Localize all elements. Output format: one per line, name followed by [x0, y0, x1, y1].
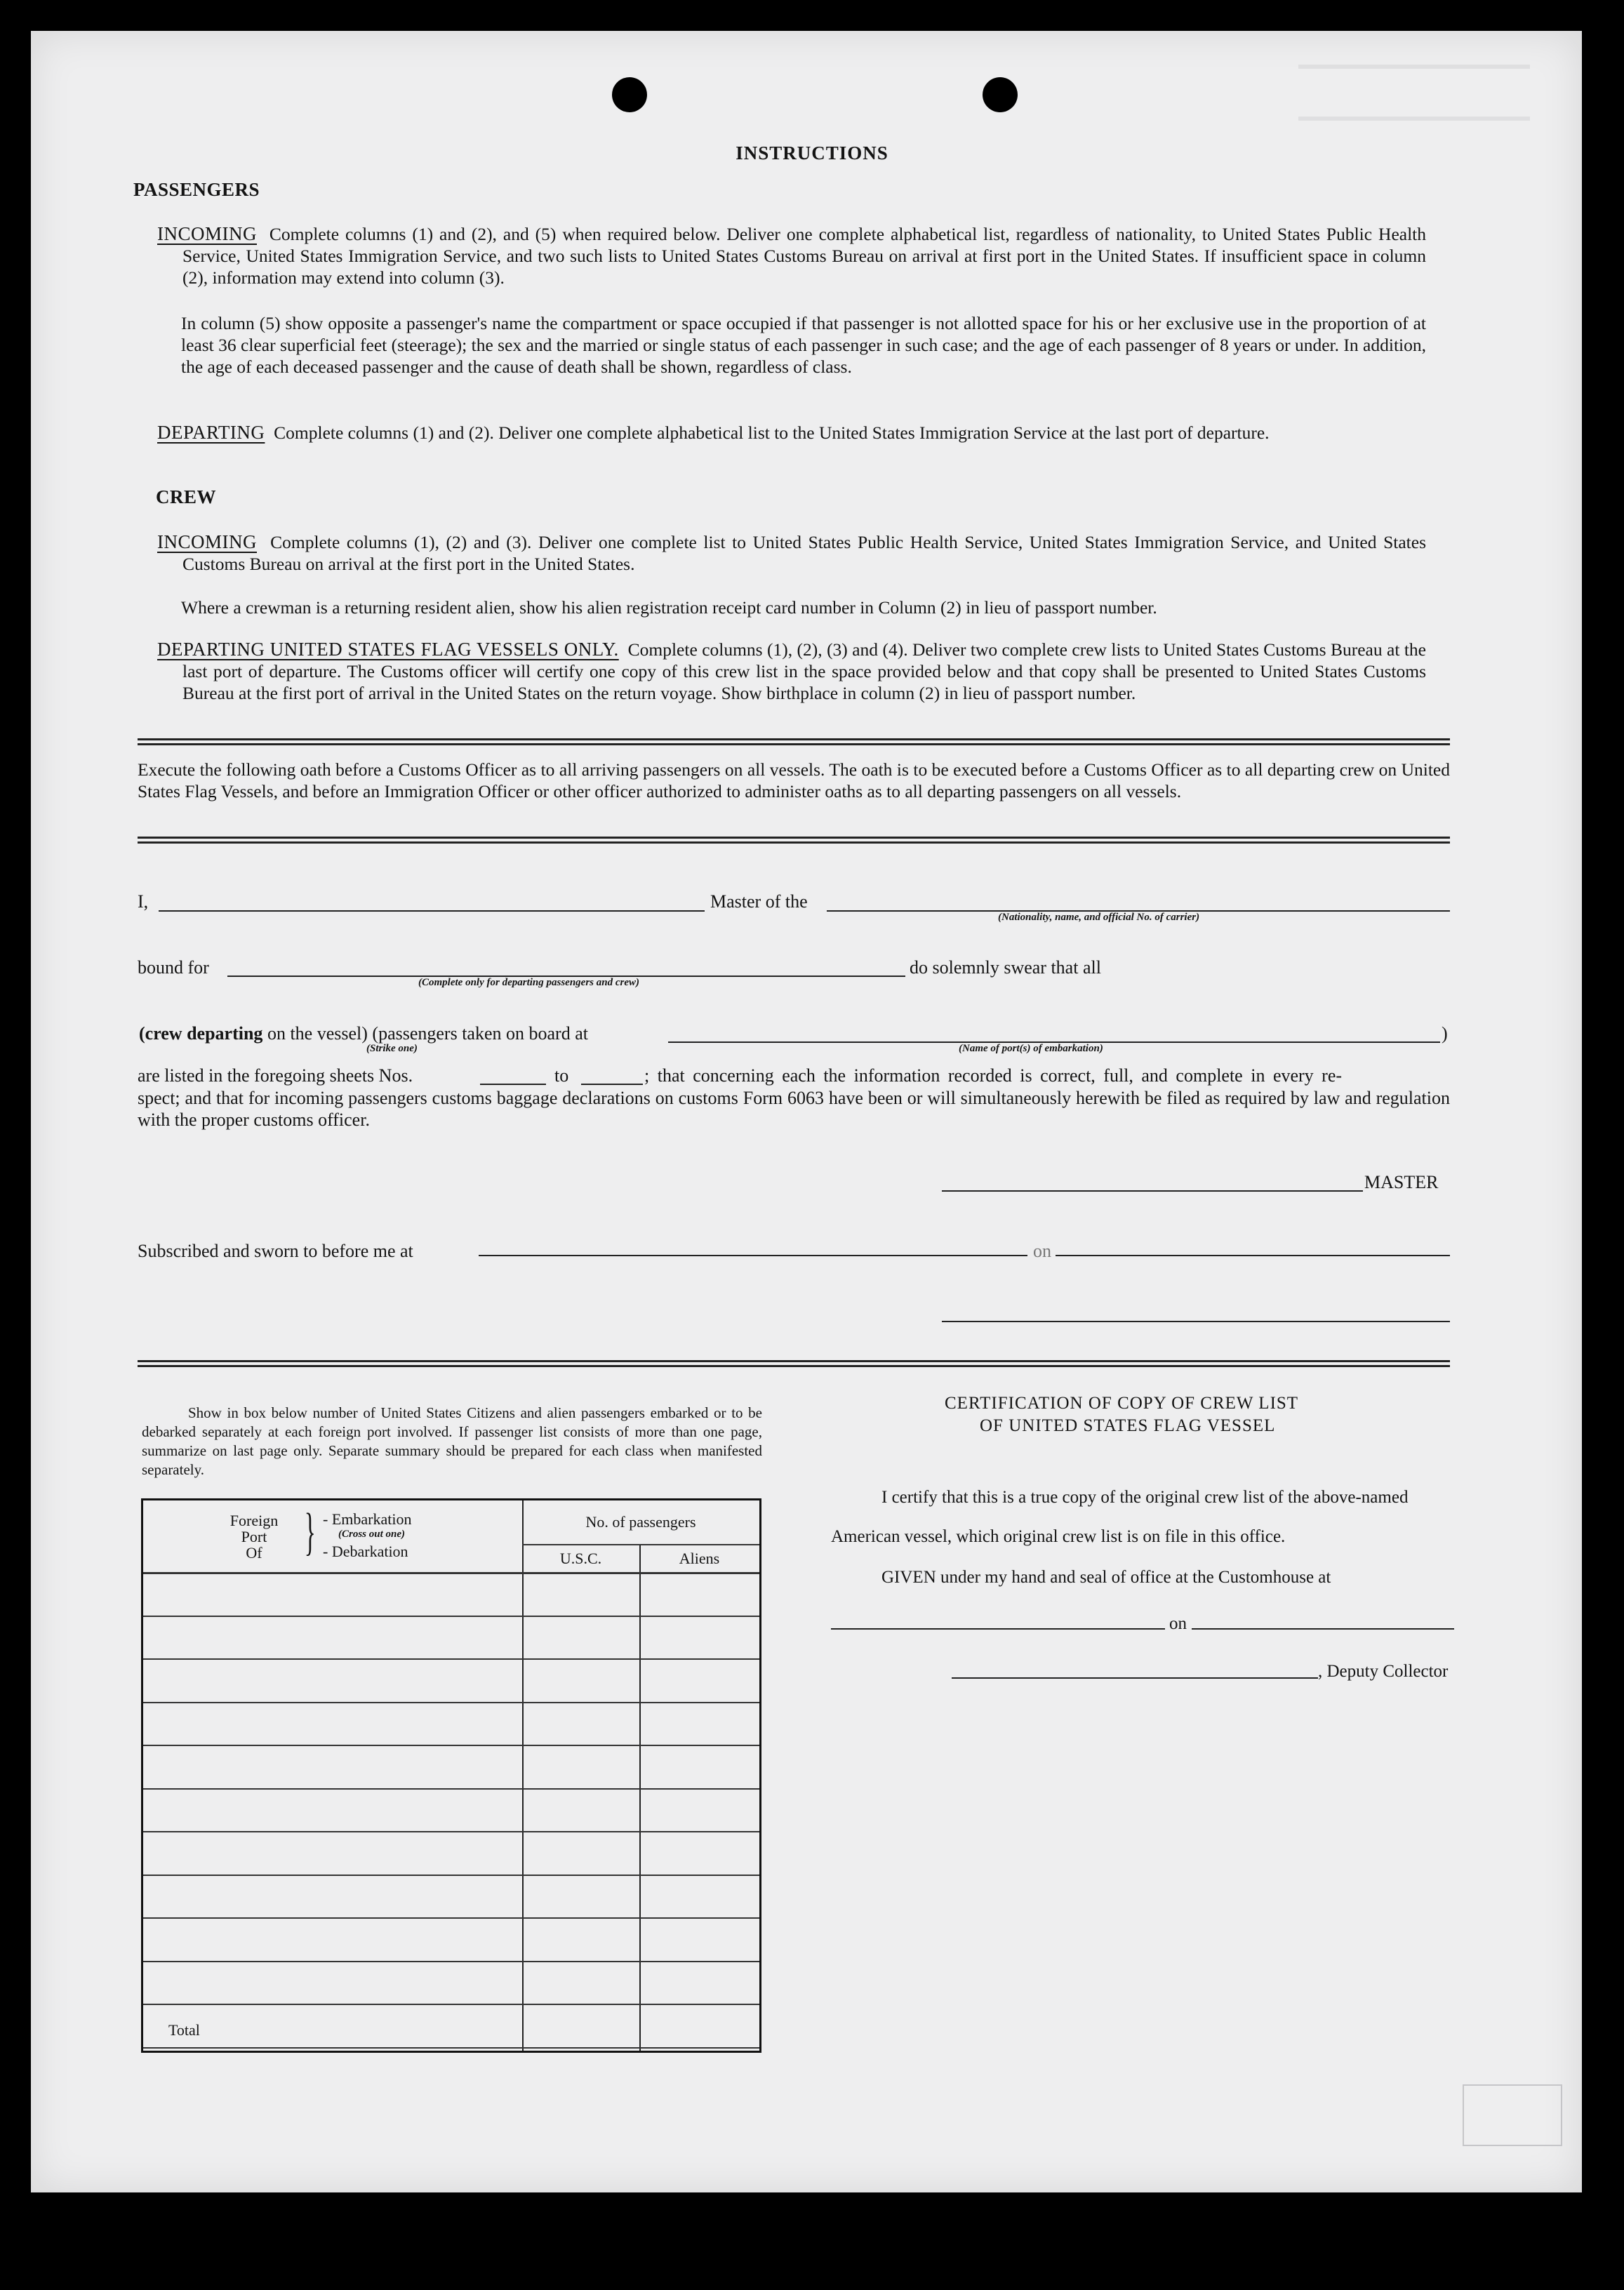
brace-icon: } — [304, 1503, 316, 1561]
ports-caption: (Name of port(s) of embarkation) — [959, 1043, 1103, 1054]
customhouse-place-field[interactable] — [831, 1628, 1165, 1630]
crew-heading: CREW — [156, 486, 217, 507]
cross-out-label: (Cross out one) — [338, 1529, 406, 1540]
table-col-divider-1 — [522, 1500, 524, 2051]
table-row-line — [143, 1831, 759, 1832]
passenger-summary-table — [141, 1498, 761, 2053]
page-title: INSTRUCTIONS — [736, 142, 888, 164]
table-row-line — [143, 1616, 759, 1617]
master-of-the-label: Master of the — [710, 891, 808, 912]
table-row-line — [143, 1745, 759, 1746]
punch-hole-left — [612, 77, 647, 112]
crew-incoming-label: INCOMING — [157, 531, 257, 552]
listed-sheets-text: are listed in the foregoing sheets Nos. — [138, 1065, 413, 1086]
table-row-line — [143, 1875, 759, 1876]
section-divider-bottom — [138, 1360, 1450, 1367]
oath-instruction: Execute the following oath before a Customs Officer as to all arriving passengers on all vessels. The oath is to be executed before a Customs Officer as to all departing crew on United States Flag Vessels, and before an Immigration Officer or other officer authorized to administer oaths as to all departing passengers on all vessels. — [138, 759, 1450, 801]
table-row-line — [143, 1961, 759, 1962]
close-paren: ) — [1442, 1023, 1448, 1044]
embarkation-label: - Embarkation — [323, 1510, 412, 1528]
listed-rest: spect; and that for incoming passengers customs baggage declarations on customs Form 6063 have been or will simultaneously herewith be filed as required by law and regulation with the proper customs officer. — [138, 1088, 1450, 1130]
certification-title-line2: OF UNITED STATES FLAG VESSEL — [980, 1416, 1276, 1435]
bound-for-caption: (Complete only for departing passengers and crew) — [418, 977, 639, 988]
table-row-line — [143, 2004, 759, 2005]
master-signature-field[interactable] — [942, 1190, 1363, 1192]
crew-incoming-text: Complete columns (1), (2) and (3). Deliver one complete list to United States Public Health Service, United States Immigration Service, and United States Customs Bureau on arrival at the first port in the United States. — [182, 532, 1426, 574]
passengers-departing-text: Complete columns (1) and (2). Deliver one complete alphabetical list to the United States Immigration Service at the last port of departure. — [274, 422, 1270, 443]
officer-signature-field[interactable] — [942, 1321, 1450, 1322]
section-divider-oath — [138, 837, 1450, 844]
table-row-line — [143, 1702, 759, 1703]
carrier-caption: (Nationality, name, and official No. of carrier) — [998, 912, 1200, 923]
deputy-collector-label: , Deputy Collector — [1318, 1662, 1449, 1681]
summary-instruction: Show in box below number of United States Citizens and alien passengers embarked or to be debarked separately at each foreign port involved. If passenger list consists of more than one page, summarize on last page only. Separate summary should be prepared for each class when manifested separately. — [142, 1404, 762, 1478]
sheet-from-field[interactable] — [480, 1084, 546, 1085]
swear-label: do solemnly swear that all — [910, 957, 1101, 978]
crew-incoming-instruction — [157, 531, 1426, 575]
crew-departing-instruction — [157, 639, 1426, 704]
bound-for-label: bound for — [138, 957, 209, 978]
table-header-bottom — [143, 1572, 759, 1574]
table-row-line — [143, 1788, 759, 1790]
passengers-departing-label: DEPARTING — [157, 422, 265, 443]
of-label: Of — [246, 1544, 262, 1562]
column5-instruction: In column (5) show opposite a passenger's name the compartment or space occupied if that passenger is not allotted space for his or her exclusive use in the proportion of at least 36 clear superficial feet (steerage); the sex and the married or single status of each passenger in such case; and the age of each passenger of 8 years or under. In addition, the age of each deceased passenger and the cause of death shall be shown, regardless of class. — [181, 313, 1426, 377]
crew-departing-text: Complete columns (1), (2), (3) and (4). Deliver two complete crew lists to United States Customs Bureau at the last port of departure. The Customs officer will certify one copy of this crew list in the space provided below and that copy shall be presented to United States Customs Bureau at the first port of arrival in the United States on the return voyage. Show birthplace in column (2) in lieu of passport number. — [182, 639, 1426, 703]
subscribed-date-field[interactable] — [1056, 1255, 1450, 1256]
master-name-field[interactable] — [159, 910, 705, 912]
crew-departing-bold: (crew departing — [139, 1023, 263, 1044]
aliens-header: Aliens — [679, 1550, 720, 1567]
on-the-vessel-text: on the vessel) — [267, 1023, 368, 1044]
listed-continuation: ; that concerning each the information recorded is correct, full, and complete in every re- — [644, 1065, 1343, 1086]
bleed-through-mark — [1298, 65, 1530, 121]
table-col-divider-2 — [639, 1544, 641, 2051]
strike-one-caption: (Strike one) — [366, 1043, 418, 1054]
crew-departing-label: DEPARTING UNITED STATES FLAG VESSELS ONLY. — [157, 639, 619, 660]
given-line: GIVEN under my hand and seal of office at the Customhouse at — [881, 1568, 1331, 1587]
table-row-line — [143, 1917, 759, 1919]
certify-line2: American vessel, which original crew list is on file in this office. — [831, 1527, 1286, 1546]
table-row-line — [143, 1658, 759, 1660]
foreign-label: Foreign — [229, 1512, 279, 1529]
subscribed-label: Subscribed and sworn to before me at — [138, 1241, 413, 1261]
usc-header: U.S.C. — [559, 1550, 602, 1567]
oath-i-label: I, — [138, 891, 149, 912]
passengers-incoming-instruction — [157, 223, 1426, 288]
passengers-heading: PASSENGERS — [133, 179, 260, 200]
table-row-line — [143, 2047, 759, 2049]
certification-on-label: on — [1169, 1614, 1187, 1633]
section-divider-top — [138, 738, 1450, 745]
certify-line1: I certify that this is a true copy of the original crew list of the above-named — [881, 1488, 1409, 1507]
table-header-subdivider — [522, 1544, 759, 1545]
deputy-collector-signature-field[interactable] — [952, 1677, 1318, 1679]
port-label: Port — [241, 1528, 267, 1545]
passengers-incoming-label: INCOMING — [157, 223, 257, 244]
debarkation-label: - Debarkation — [323, 1543, 408, 1560]
passengers-incoming-text: Complete columns (1) and (2), and (5) when required below. Deliver one complete alphabetical list, regardless of nationality, to United States Public Health Service, United States Immigration Service, and two such lists to United States Customs Bureau on arrival at first port in the United States. If insufficient space in column (2), information may extend into column (3). — [182, 224, 1426, 288]
master-label: MASTER — [1364, 1172, 1439, 1192]
sheet-to-field[interactable] — [581, 1084, 643, 1085]
margin-stamp-box — [1463, 2084, 1562, 2146]
subscribed-place-field[interactable] — [479, 1255, 1027, 1256]
punch-hole-right — [983, 77, 1018, 112]
crew-resident-instruction: Where a crewman is a returning resident alien, show his alien registration receipt card number in Column (2) in lieu of passport number. — [181, 597, 1157, 618]
on-label: on — [1033, 1241, 1051, 1261]
passengers-departing-instruction — [157, 422, 1426, 444]
total-label: Total — [168, 2021, 200, 2039]
passengers-taken-text: (passengers taken on board at — [372, 1023, 588, 1044]
certification-date-field[interactable] — [1192, 1628, 1454, 1630]
certification-title-line1: CERTIFICATION OF COPY OF CREW LIST — [945, 1394, 1299, 1413]
no-of-passengers-header: No. of passengers — [585, 1513, 696, 1531]
crew-departing-option — [139, 1023, 588, 1044]
to-label: to — [554, 1065, 569, 1086]
